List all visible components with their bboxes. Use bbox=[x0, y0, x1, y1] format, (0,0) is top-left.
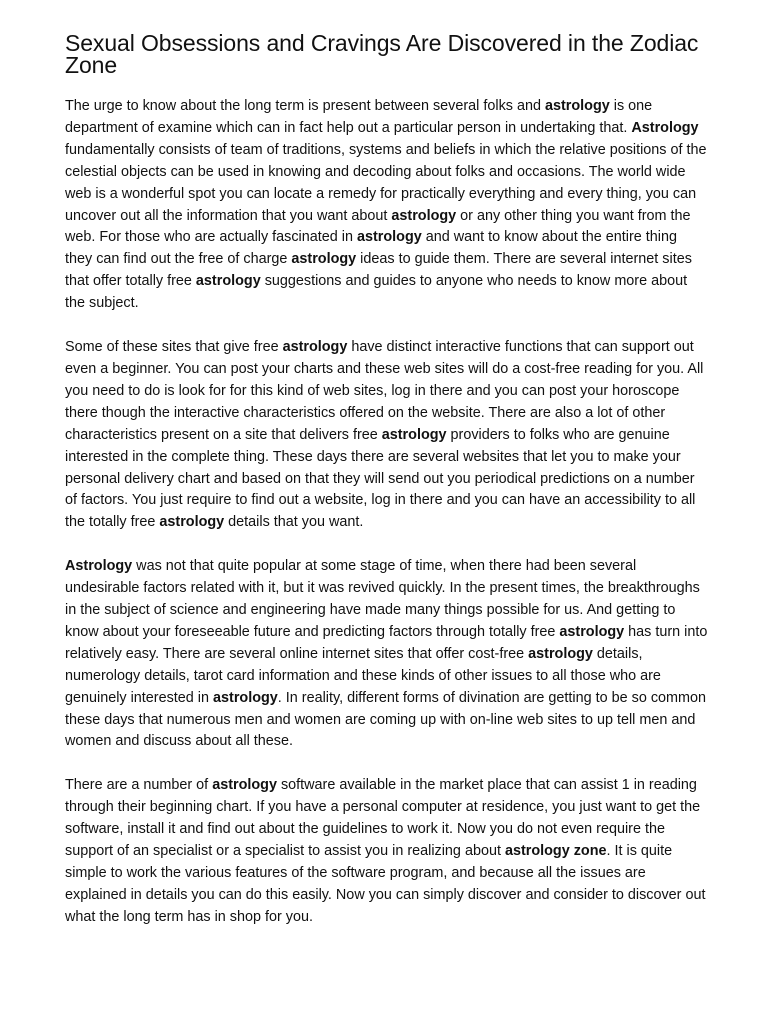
bold-term: astrology bbox=[291, 251, 357, 268]
bold-term: astrology bbox=[391, 207, 457, 224]
bold-term: astrology bbox=[195, 273, 261, 290]
text-run: or any other thing you want from the web. For those who are actually fascinated in bbox=[65, 207, 691, 246]
bold-term: astrology bbox=[528, 645, 593, 662]
text-run: have distinct interactive functions that can support out even a beginner. You can post your charts and these web sites will do a cost-free reading for you. All you need to do is look for for this kind of web sites, log in there and you can post your horoscope there though the interactive characteristics offered on the website. There are also a lot of other characteristics present on a site that delivers free bbox=[65, 339, 704, 443]
text-run: details that you want. bbox=[224, 514, 364, 531]
text-run: The urge to know about the long term is present between several folks and bbox=[65, 98, 545, 114]
text-run: Some of these sites that give free bbox=[65, 339, 283, 356]
text-run: software available in the market place that can assist 1 in reading through their beginning chart. If you have a personal computer at residence, you just want to get the software, install it and find out about the guidelines to work it. Now you do not even require the support of an specialist or a specialist to assist you in realizing about bbox=[65, 777, 701, 860]
bold-term: astrology bbox=[381, 426, 447, 443]
text-run: is one department of examine which can in fact help out a particular person in undertaking that. bbox=[65, 98, 653, 136]
text-run: suggestions and guides to anyone who needs to know more about the subject. bbox=[65, 273, 688, 312]
text-run: and want to know about the entire thing they can find out the free of charge bbox=[65, 229, 677, 268]
bold-term: astrology bbox=[212, 777, 277, 794]
bold-term: Astrology bbox=[65, 558, 133, 575]
paragraph-1 bbox=[65, 96, 708, 315]
bold-term: Astrology bbox=[631, 119, 699, 136]
text-run: . It is quite simple to work the various features of the software program, and because all the issues are explained in details you can do this easily. Now you can simply discover and consider to discover out what the long term has in shop for you. bbox=[65, 843, 706, 925]
paragraph-2 bbox=[65, 337, 708, 534]
text-run: providers to folks who are genuine interested in the complete thing. These days there are several websites that let you to make your personal delivery chart and based on that they will send out you periodical predictions on a number of factors. You just require to find out a website, log in there and you can have an accessibility to all the totally free bbox=[65, 426, 696, 531]
text-run: fundamentally consists of team of traditions, systems and beliefs in which the relative positions of the celestial objects can be used in knowing and decoding about folks and occasions. The world wide web is a wonderful spot you can locate a remedy for practically everything and every thing, you can uncover out all the information that you want about bbox=[65, 141, 707, 224]
bold-term: astrology bbox=[159, 514, 225, 531]
paragraph-3 bbox=[65, 556, 708, 753]
text-run: There are a number of bbox=[65, 777, 213, 794]
bold-term: astrology bbox=[356, 229, 422, 246]
text-run: was not that quite popular at some stage of time, when there had been several undesirable factors related with it, but it was revived quickly. In the present times, the breakthroughs in the subject of science and engineering have made many things possible for us. And getting to know about your foreseeable future and predicting factors through totally free bbox=[65, 558, 700, 640]
bold-term: astrology zone bbox=[504, 843, 607, 860]
bold-term: astrology bbox=[544, 98, 610, 114]
bold-term: astrology bbox=[213, 689, 278, 706]
bold-term: astrology bbox=[559, 623, 625, 640]
document-body bbox=[65, 96, 708, 929]
document-title: Sexual Obsessions and Cravings Are Discovered in the Zodiac Zone bbox=[65, 30, 699, 78]
text-run: details, numerology details, tarot card information and these kinds of other issues to all those who are genuinely interested in bbox=[65, 645, 661, 706]
text-run: ideas to guide them. There are several internet sites that offer totally free bbox=[65, 251, 692, 290]
paragraph-4 bbox=[65, 775, 708, 928]
text-run: . In reality, different forms of divination are getting to be so common these days that numerous men and women are coming up with on-line web sites to up tell men and women and discuss about all these. bbox=[65, 689, 707, 750]
bold-term: astrology bbox=[282, 339, 348, 356]
text-run: has turn into relatively easy. There are several online internet sites that offer cost-free bbox=[65, 623, 708, 662]
